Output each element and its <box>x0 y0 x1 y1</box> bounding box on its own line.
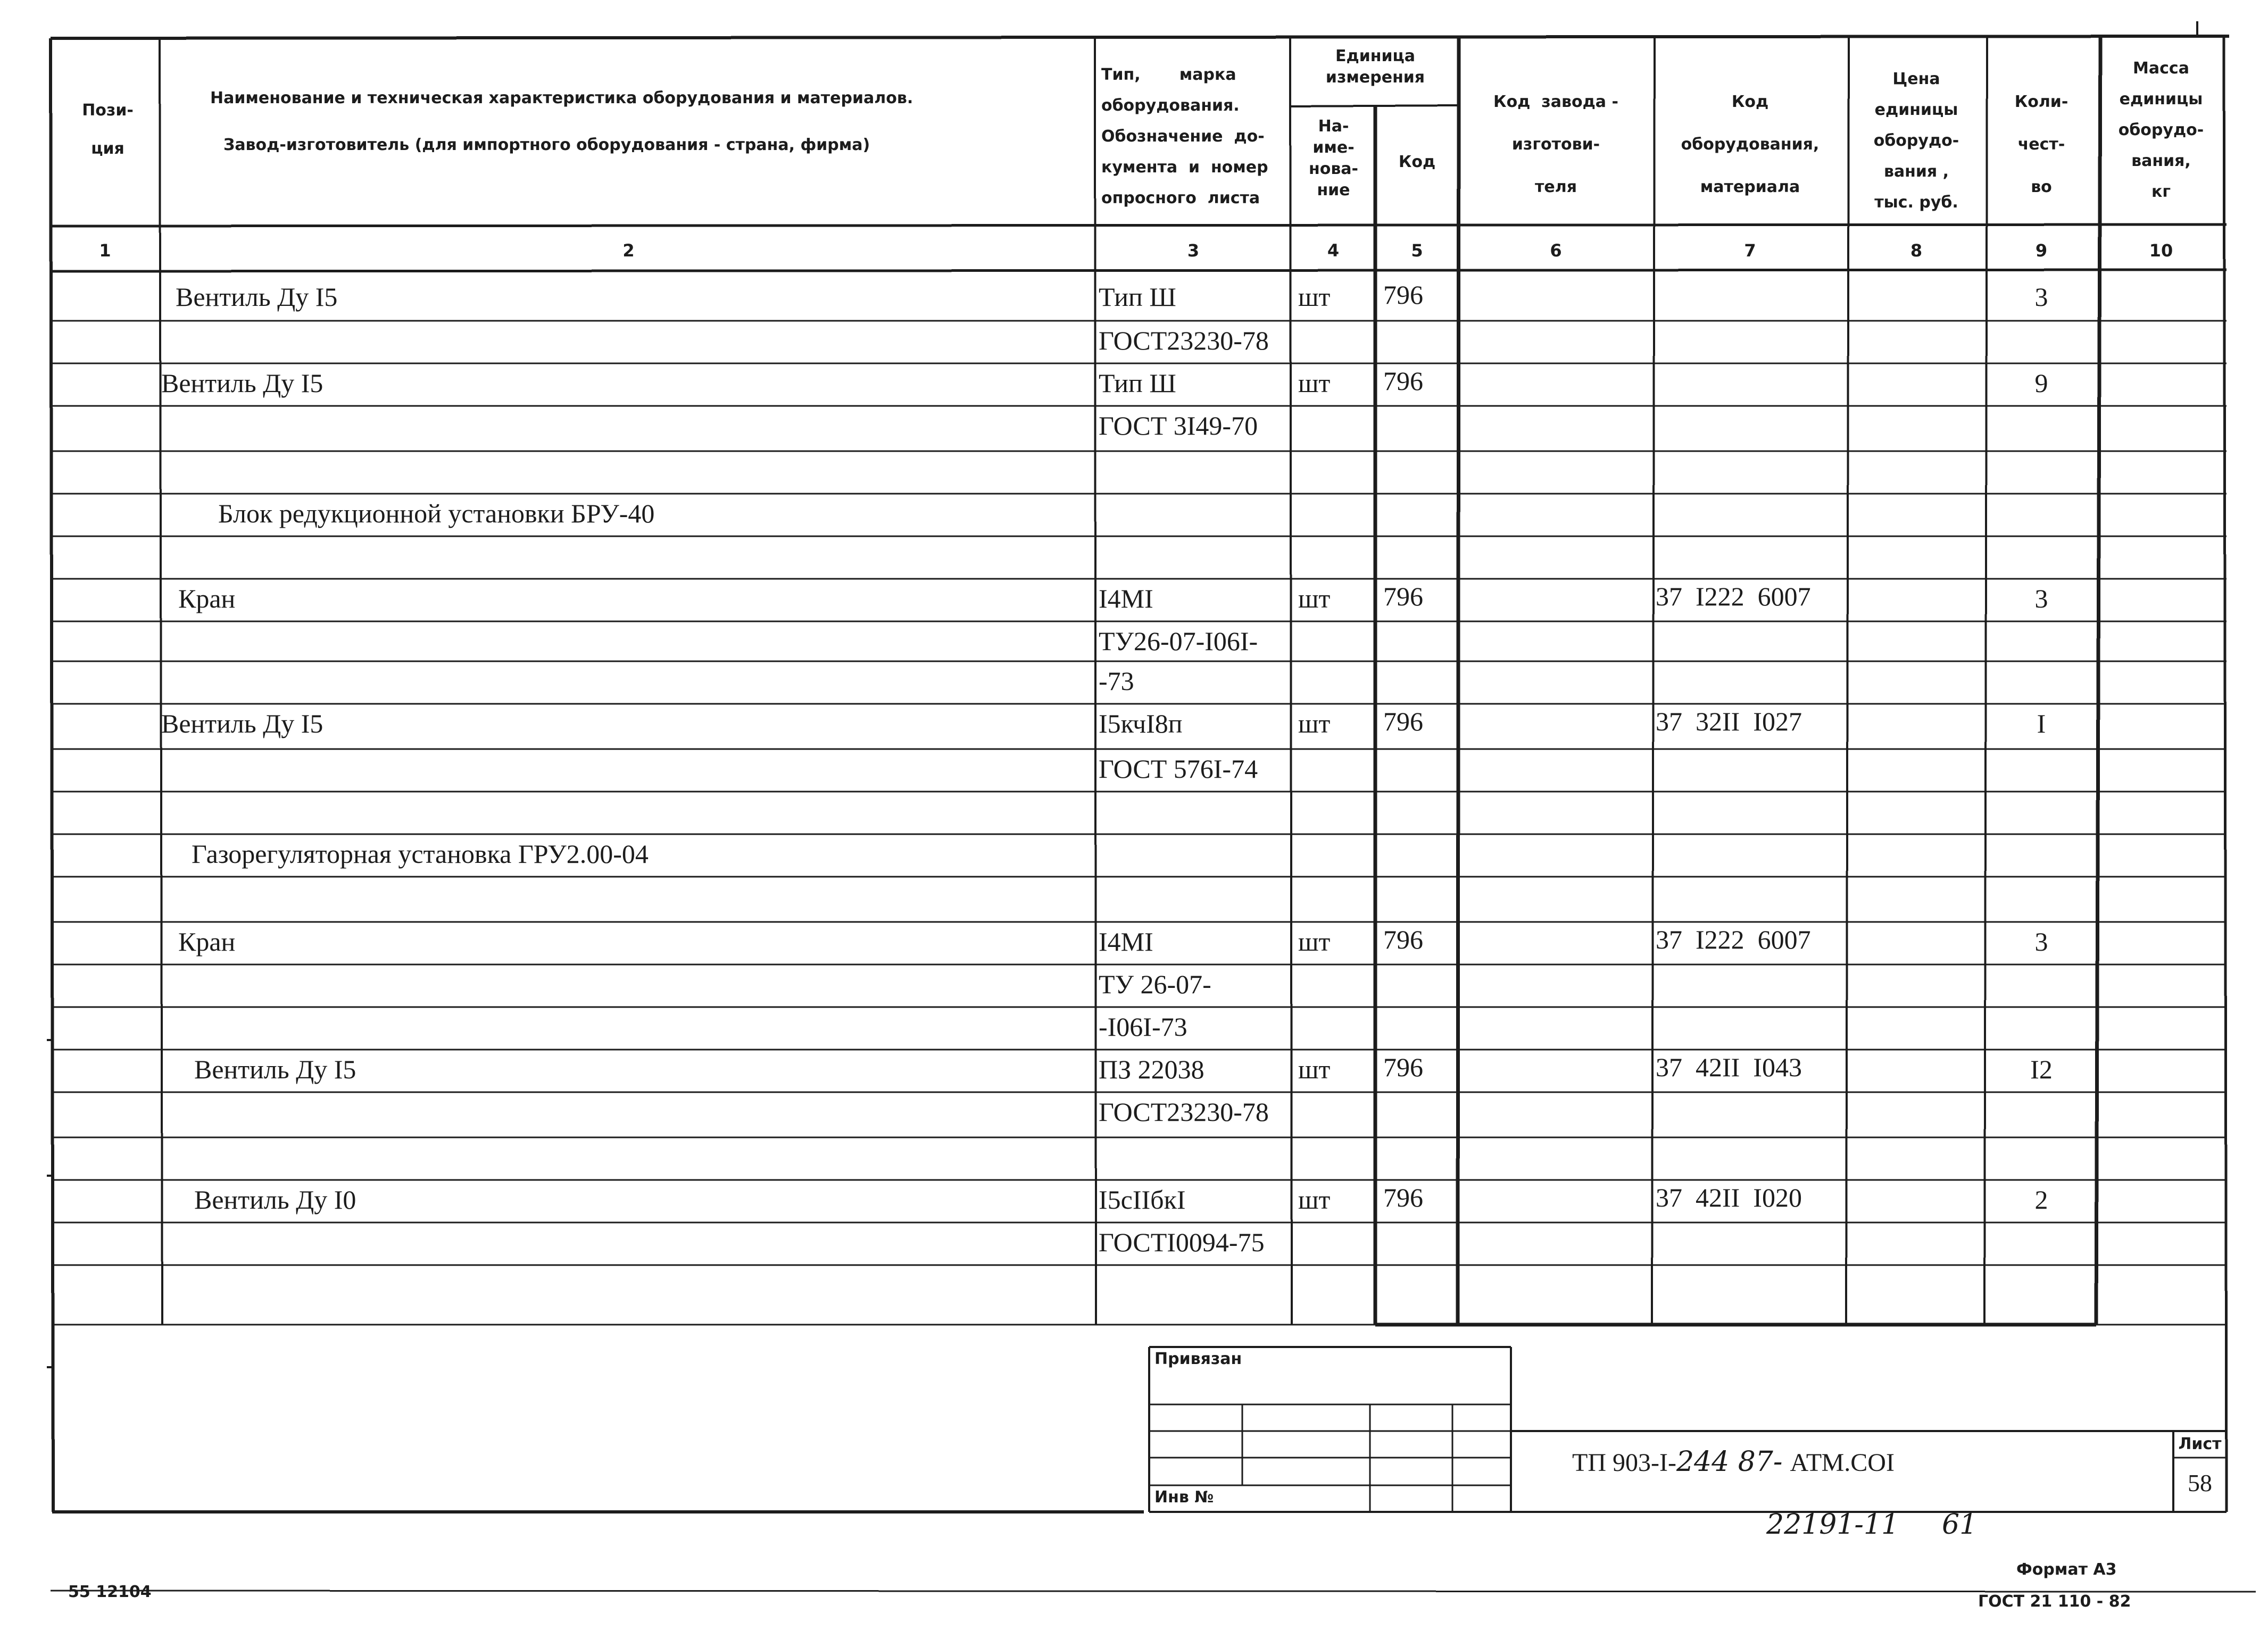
row-type: ГОСТ 3I49-70 <box>1099 411 1258 440</box>
header-unit-code: Код <box>1398 153 1436 171</box>
stamp-designation-suffix: АТМ.СОI <box>1790 1449 1895 1477</box>
row-name: Вентиль Ду I0 <box>194 1185 356 1215</box>
row-quantity: 2 <box>2034 1185 2048 1215</box>
row-unit-code: 796 <box>1383 706 1423 736</box>
header-unit-name: На- име- нова- ние <box>1308 117 1359 199</box>
row-equipment-code: 37 32II I027 <box>1656 706 1802 736</box>
colnum-1: 1 <box>99 240 111 261</box>
row-type: ТУ 26-07- <box>1099 969 1211 999</box>
row-type: ГОСТ 576I-74 <box>1099 754 1258 784</box>
row-quantity: I2 <box>2030 1054 2053 1084</box>
header-mass: Масса единицы оборудо- вания, кг <box>2118 59 2204 201</box>
header-unit-group: Единица измерения <box>1325 47 1425 87</box>
row-unit: шт <box>1298 927 1331 957</box>
colnum-4: 4 <box>1327 240 1340 261</box>
row-unit-code: 796 <box>1383 280 1423 310</box>
header-maker-code: Код завода - изготови- теля <box>1493 93 1618 196</box>
row-unit-code: 796 <box>1383 1052 1423 1082</box>
row-unit-code: 796 <box>1383 1183 1423 1212</box>
colnum-7: 7 <box>1744 240 1756 261</box>
row-type: I4МI <box>1099 927 1153 957</box>
stamp-sheet-label: Лист <box>2178 1435 2222 1453</box>
row-unit: шт <box>1298 584 1331 613</box>
row-equipment-code: 37 42II I043 <box>1656 1052 1802 1082</box>
row-type: I5сIIбкI <box>1099 1185 1186 1215</box>
header-equipment-code: Код оборудования, материала <box>1681 93 1820 196</box>
colnum-3: 3 <box>1187 240 1200 261</box>
row-unit: шт <box>1298 709 1331 738</box>
row-type: ГОСТI0094-75 <box>1099 1227 1265 1257</box>
row-quantity: 3 <box>2034 927 2048 957</box>
row-unit: шт <box>1298 1054 1331 1084</box>
stamp-designation-prefix: ТП 903-I- <box>1572 1449 1676 1477</box>
footer-format: Формат А3 <box>2016 1560 2117 1579</box>
row-quantity: 3 <box>2034 282 2048 312</box>
row-equipment-code: 37 42II I020 <box>1656 1183 1802 1212</box>
header-name-line1: Наименование и техническая характеристика оборудования и материалов. <box>210 89 913 107</box>
row-name: Блок редукционной установки БРУ-40 <box>218 498 655 528</box>
header-name-line2: Завод-изготовитель (для импортного оборудования - страна, фирма) <box>223 136 870 154</box>
footer-left-code: 55 12104 <box>68 1583 152 1601</box>
row-type: I4МI <box>1099 584 1153 613</box>
row-equipment-code: 37 I222 6007 <box>1656 925 1811 954</box>
header-price: Цена единицы оборудо- вания , тыс. руб. <box>1873 70 1959 212</box>
colnum-2: 2 <box>622 240 635 261</box>
row-quantity: 9 <box>2034 368 2048 398</box>
row-type: ГОСТ23230-78 <box>1099 326 1269 355</box>
row-type: ПЗ 22038 <box>1099 1054 1204 1084</box>
row-type: -I06I-73 <box>1099 1012 1187 1042</box>
row-name: Кран <box>178 584 236 613</box>
row-type: I5кчI8п <box>1099 709 1183 738</box>
colnum-9: 9 <box>2035 240 2048 261</box>
row-type: Тип Ш <box>1099 368 1176 398</box>
row-name: Вентиль Ду I5 <box>161 709 323 738</box>
row-type: ГОСТ23230-78 <box>1099 1097 1269 1127</box>
row-name: Газорегуляторная установка ГРУ2.00-04 <box>192 839 649 869</box>
row-name: Вентиль Ду I5 <box>176 282 338 312</box>
row-unit: шт <box>1298 1185 1331 1215</box>
row-unit: шт <box>1298 282 1331 312</box>
row-type: Тип Ш <box>1099 282 1176 312</box>
stamp-sheet-number: 58 <box>2188 1469 2212 1496</box>
row-quantity: I <box>2037 709 2046 738</box>
row-quantity: 3 <box>2034 584 2048 613</box>
row-unit-code: 796 <box>1383 925 1423 954</box>
colnum-6: 6 <box>1550 240 1562 261</box>
stamp-designation-hand: 244 87- <box>1676 1446 1783 1478</box>
colnum-5: 5 <box>1411 240 1423 261</box>
header-position: Пози- ция <box>82 101 134 158</box>
footer-gost: ГОСТ 21 110 - 82 <box>1978 1592 2131 1611</box>
row-name: Вентиль Ду I5 <box>161 368 323 398</box>
row-name: Вентиль Ду I5 <box>194 1054 356 1084</box>
row-equipment-code: 37 I222 6007 <box>1656 581 1811 611</box>
row-unit: шт <box>1298 368 1331 398</box>
colnum-8: 8 <box>1910 240 1923 261</box>
stamp-designation <box>1572 1448 1895 1476</box>
header-type: Тип, марка оборудования. Обозначение до- кумента и номер опросного листа <box>1101 65 1268 207</box>
row-unit-code: 796 <box>1383 581 1423 611</box>
row-type: -73 <box>1099 666 1134 696</box>
footer-handwritten-number: 22191-11 <box>1766 1509 1899 1541</box>
colnum-10: 10 <box>2149 240 2173 261</box>
row-name: Кран <box>178 927 236 957</box>
footer-handwritten-page: 61 <box>1942 1509 1978 1541</box>
header-quantity: Коли- чест- во <box>2014 93 2068 196</box>
row-unit-code: 796 <box>1383 366 1423 396</box>
stamp-inv-no: Инв № <box>1154 1488 1214 1507</box>
row-type: ТУ26-07-I06I- <box>1099 626 1258 656</box>
stamp-privyazan: Привязан <box>1154 1350 1242 1368</box>
